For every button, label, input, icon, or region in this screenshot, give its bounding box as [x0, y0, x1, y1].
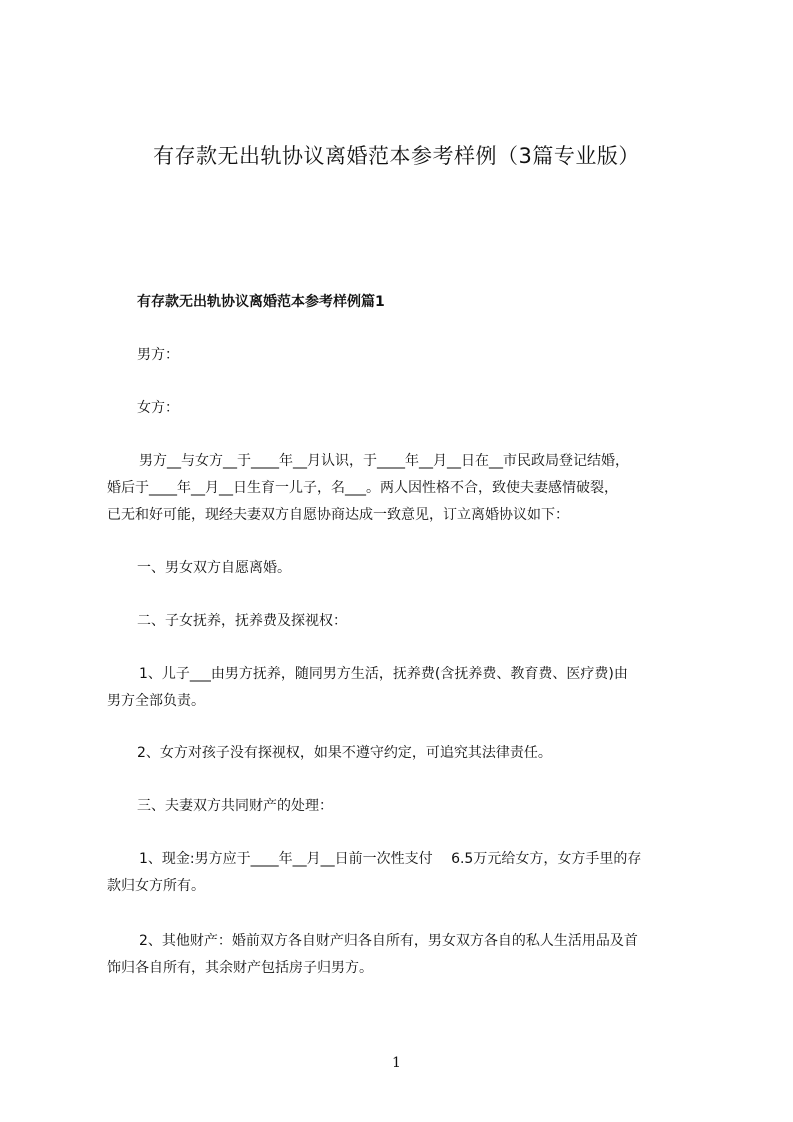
clause-3-2-line-1: 2、其他财产：婚前双方各自财产归各自所有，男女双方各自的私人生活用品及首: [139, 933, 638, 949]
intro-line-1: 男方__与女方__于____年__月认识，于____年__月__日在__市民政局登记结婚，: [139, 453, 629, 469]
female-party-label: 女方：: [137, 400, 179, 416]
clause-3-1-paragraph: [93, 846, 705, 900]
clause-3-1-line-1: 1、现金:男方应于____年__月__日前一次性支付 6.5万元给女方，女方手里的存: [139, 851, 642, 867]
clause-3-1-line-2: 款归女方所有。: [107, 878, 205, 894]
intro-line-3: 已无和好可能，现经夫妻双方自愿协商达成一致意见，订立离婚协议如下：: [107, 507, 569, 523]
clause-2-1-line-1: 1、儿子___由男方抚养，随同男方生活，抚养费(含抚养费、教育费、医疗费)由: [139, 666, 628, 682]
clause-3-heading: 三、夫妻双方共同财产的处理：: [137, 798, 333, 814]
clause-2-1-line-2: 男方全部负责。: [107, 693, 205, 709]
clause-3-2-line-2: 饰归各自所有，其余财产包括房子归男方。: [107, 960, 373, 976]
clause-2-heading: 二、子女抚养，抚养费及探视权：: [137, 613, 347, 629]
clause-1: 一、男女双方自愿离婚。: [137, 560, 291, 576]
male-party-label: 男方：: [137, 347, 179, 363]
clause-2-1-paragraph: [93, 661, 705, 715]
page-number: 1: [392, 1055, 401, 1071]
document-title: 有存款无出轨协议离婚范本参考样例（3篇专业版）: [153, 144, 640, 168]
section-title: 有存款无出轨协议离婚范本参考样例篇1: [137, 294, 385, 310]
intro-paragraph: [93, 448, 705, 529]
intro-line-2: 婚后于____年__月__日生育一儿子，名___。两人因性格不合，致使夫妻感情破裂，: [107, 480, 618, 496]
clause-3-2-paragraph: [93, 928, 705, 982]
clause-2-2: 2、女方对孩子没有探视权，如果不遵守约定，可追究其法律责任。: [137, 745, 552, 761]
